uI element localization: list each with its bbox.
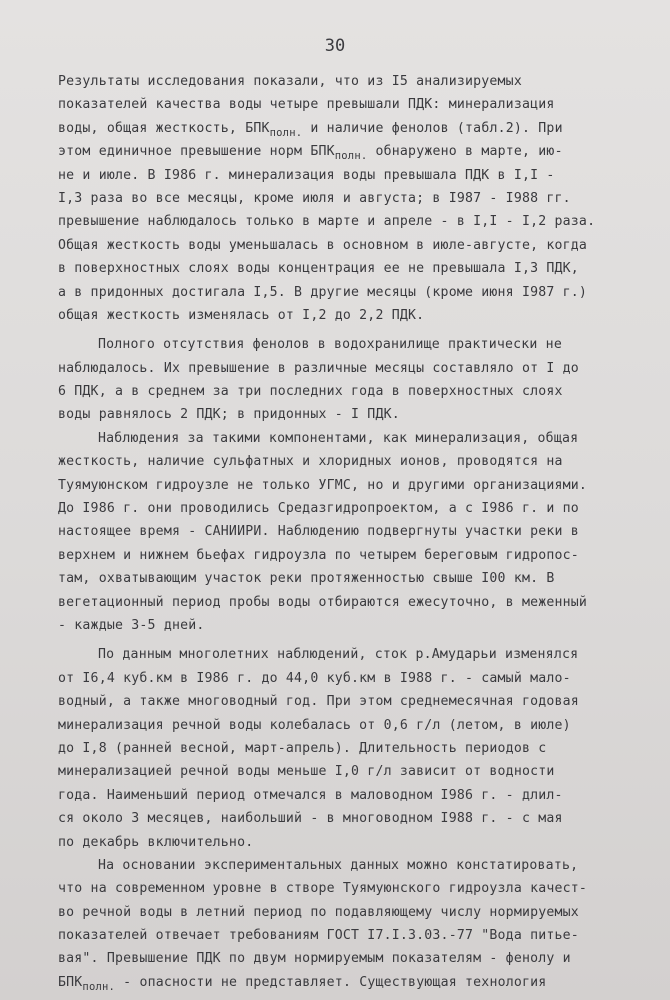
text-line: Результаты исследования показали, что из I5 анализируемых — [58, 74, 522, 89]
text-line: года. Наименьший период отмечался в маловодном I986 г. - длил- — [58, 787, 563, 803]
subscript: полн. — [82, 980, 116, 993]
text-line: не и июле. В I986 г. минерализация воды превышала ПДК в I,I - — [58, 167, 555, 183]
text-line: общая жесткость изменялась от I,2 до 2,2 ПДК. — [58, 307, 425, 323]
text-line: ся около 3 месяцев, наибольший - в многоводном I988 г. - с мая — [58, 811, 563, 827]
text-line: Общая жесткость воды уменьшалась в основном в июле-августе, когда — [58, 237, 588, 253]
text-line: По данным многолетних наблюдений, сток р.Амударьи изменялся — [98, 647, 579, 663]
text-line: вегетационный период пробы воды отбираются ежесуточно, в меженный — [58, 594, 588, 610]
text-line: показателей отвечает требованиям ГОСТ I7.I.3.03.-77 "Вода питье- — [58, 928, 579, 944]
text-line: водный, а также многоводный год. При этом среднемесячная годовая — [58, 694, 579, 710]
text-line: На основании экспериментальных данных можно констатировать, — [98, 857, 579, 873]
text-line: что на современном уровне в створе Туямуюнского гидроузла качест- — [58, 881, 588, 897]
text-line: в поверхностных слоях воды концентрация ее не превышала I,3 ПДК, — [58, 261, 579, 277]
text-line: I,3 раза во все месяцы, кроме июля и августа; в I987 - I988 гг. — [58, 190, 571, 206]
text-line: воды равнялось 2 ПДК; в придонных - I ПДК. — [58, 407, 400, 423]
text-line: минерализацией речной воды меньше I,0 г/л зависит от водности — [58, 764, 555, 780]
subscript: полн. — [269, 126, 303, 139]
text-line: Туямуюнском гидроузле не только УГМС, но и другими организациями. — [58, 477, 588, 493]
text-line: жесткость, наличие сульфатных и хлоридных ионов, проводятся на — [58, 454, 563, 470]
text-line: а в придонных достигала I,5. В другие месяцы (кроме июня I987 г.) — [58, 284, 588, 300]
page-number: 30 — [324, 36, 346, 56]
body-text — [58, 70, 618, 994]
text-line: этом единичное превышение норм $БПК_{полн.}$ обнаружено в марте, ию- — [58, 144, 563, 163]
text-line: настоящее время - САНИИРИ. Наблюдению подвергнуты участки реки в — [58, 524, 579, 540]
text-line: наблюдалось. Их превышение в различные месяцы составляло от I до — [58, 360, 579, 376]
text-line: $БПК_{полн.}$ - опасности не представляет. Существующая технология — [58, 974, 547, 993]
text-line: превышение наблюдалось только в марте и апреле - в I,I - I,2 раза. — [58, 214, 596, 230]
text-line: Полного отсутствия фенолов в водохранилище практически не — [98, 337, 562, 353]
text-line: верхнем и нижнем бьефах гидроузла по четырем береговым гидропос- — [58, 547, 579, 563]
text-line: - каждые 3-5 дней. — [58, 617, 205, 633]
text-line: 6 ПДК, а в среднем за три последних года в поверхностных слоях — [58, 384, 563, 400]
text-line: до I,8 (ранней весной, март-апрель). Длительность периодов с — [58, 740, 547, 756]
text-line: воды, общая жесткость, $БПК_{полн.}$ и наличие фенолов (табл.2). При — [58, 120, 563, 139]
text-line: по декабрь включительно. — [58, 834, 254, 850]
text-line: минерализация речной воды колебалась от 0,6 г/л (летом, в июле) — [58, 717, 571, 733]
subscript: полн. — [334, 150, 368, 163]
text-line: во речной воды в летний период по подавляющему числу нормируемых — [58, 904, 579, 920]
text-line: вая". Превышение ПДК по двум нормируемым показателям - фенолу и — [58, 951, 571, 967]
text-line: там, охватывающим участок реки протяженностью свыше I00 км. В — [58, 571, 555, 587]
text-line: от I6,4 куб.км в I986 г. до 44,0 куб.км в I988 г. - самый мало- — [58, 670, 571, 686]
text-line: показателей качества воды четыре превышали ПДК: минерализация — [58, 97, 555, 113]
text-line: Наблюдения за такими компонентами, как минерализация, общая — [98, 430, 579, 446]
text-line: До I986 г. они проводились Средазгидропроектом, а с I986 г. и по — [58, 501, 579, 517]
